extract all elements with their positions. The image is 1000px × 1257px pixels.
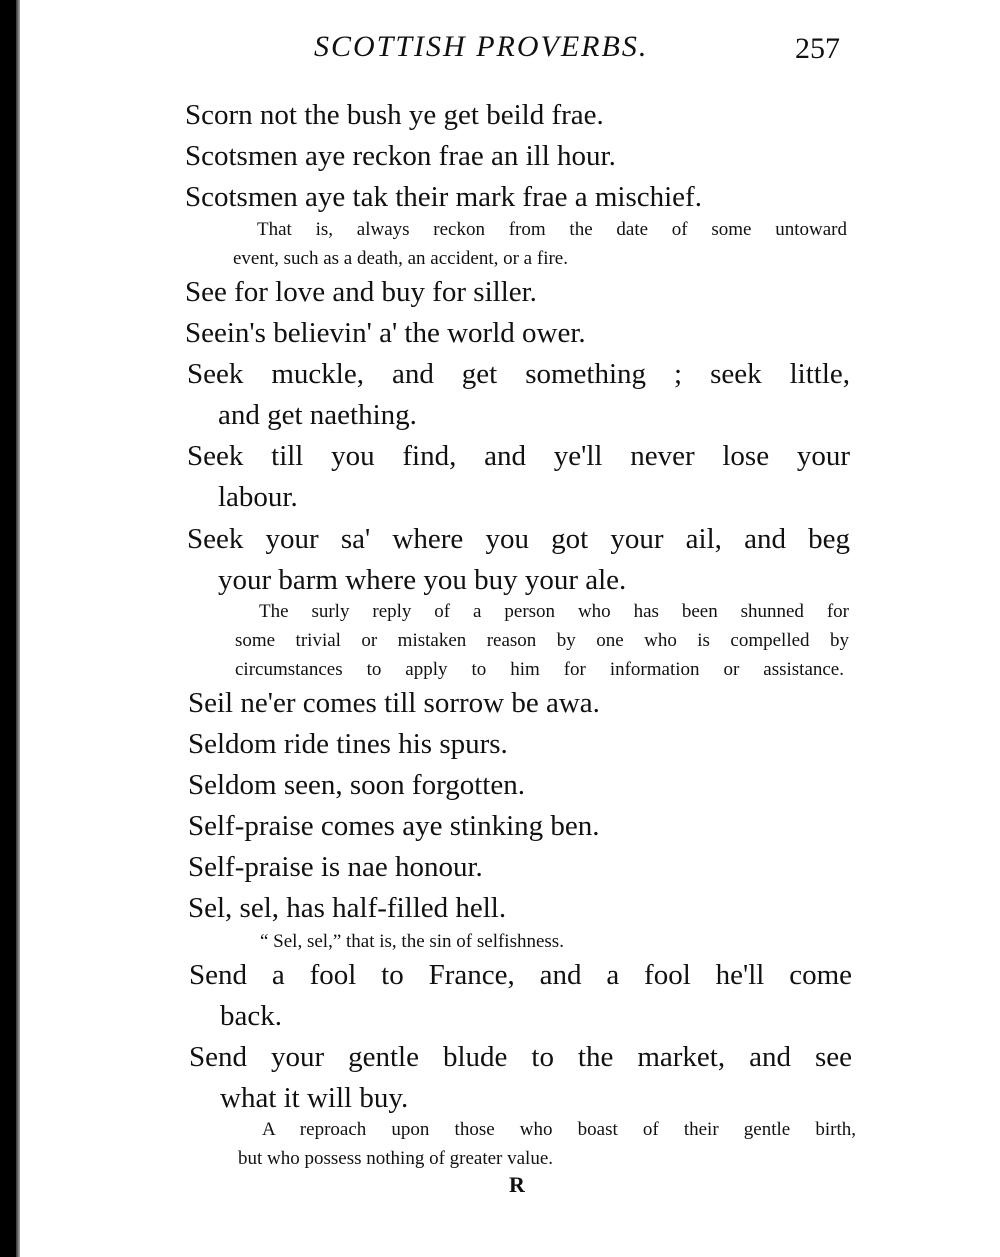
proverb-note: circumstances to apply to him for information or assistance. [235, 659, 844, 680]
proverb-note: The surly reply of a person who has been shunned for [259, 601, 849, 622]
page-number: 257 [795, 32, 840, 65]
proverb-line: Seek muckle, and get something ; seek little, [187, 358, 850, 390]
proverb-continuation: and get naething. [218, 399, 417, 431]
proverb-line: See for love and buy for siller. [185, 276, 537, 308]
proverb-line: Sel, sel, has half-filled hell. [188, 892, 507, 924]
book-binding-edge [0, 0, 16, 1257]
proverb-note: A reproach upon those who boast of their gentle birth, [262, 1119, 856, 1140]
proverb-line: Seein's believin' a' the world ower. [185, 317, 586, 349]
proverb-note: some trivial or mistaken reason by one who is compelled by [235, 630, 849, 651]
proverb-note: “ Sel, sel,” that is, the sin of selfishness. [260, 931, 564, 952]
proverb-note: That is, always reckon from the date of some untoward [257, 219, 847, 240]
proverb-line: Send your gentle blude to the market, and see [189, 1041, 852, 1073]
proverb-line: Self-praise comes aye stinking ben. [188, 810, 600, 842]
proverb-note: event, such as a death, an accident, or a fire. [233, 248, 568, 269]
proverb-line: Scotsmen aye tak their mark frae a mischief. [185, 181, 702, 213]
proverb-line: Scorn not the bush ye get beild frae. [185, 99, 604, 131]
proverb-continuation: back. [220, 1000, 282, 1032]
proverb-continuation: labour. [218, 481, 298, 513]
signature-mark: R [509, 1172, 525, 1197]
proverb-note: but who possess nothing of greater value. [238, 1148, 554, 1169]
proverb-line: Seldom ride tines his spurs. [188, 728, 508, 760]
proverb-line: Seek your sa' where you got your ail, and beg [187, 523, 850, 555]
running-head: SCOTTISH PROVERBS. [314, 30, 649, 63]
proverb-continuation: what it will buy. [220, 1082, 409, 1114]
proverb-line: Scotsmen aye reckon frae an ill hour. [185, 140, 616, 172]
proverb-line: Send a fool to France, and a fool he'll come [189, 959, 852, 991]
binding-shadow [16, 0, 20, 1257]
proverb-line: Self-praise is nae honour. [188, 851, 483, 883]
proverb-line: Seek till you find, and ye'll never lose your [187, 440, 850, 472]
proverb-continuation: your barm where you buy your ale. [218, 564, 627, 596]
proverb-line: Seil ne'er comes till sorrow be awa. [188, 687, 600, 719]
proverb-line: Seldom seen, soon forgotten. [188, 769, 525, 801]
